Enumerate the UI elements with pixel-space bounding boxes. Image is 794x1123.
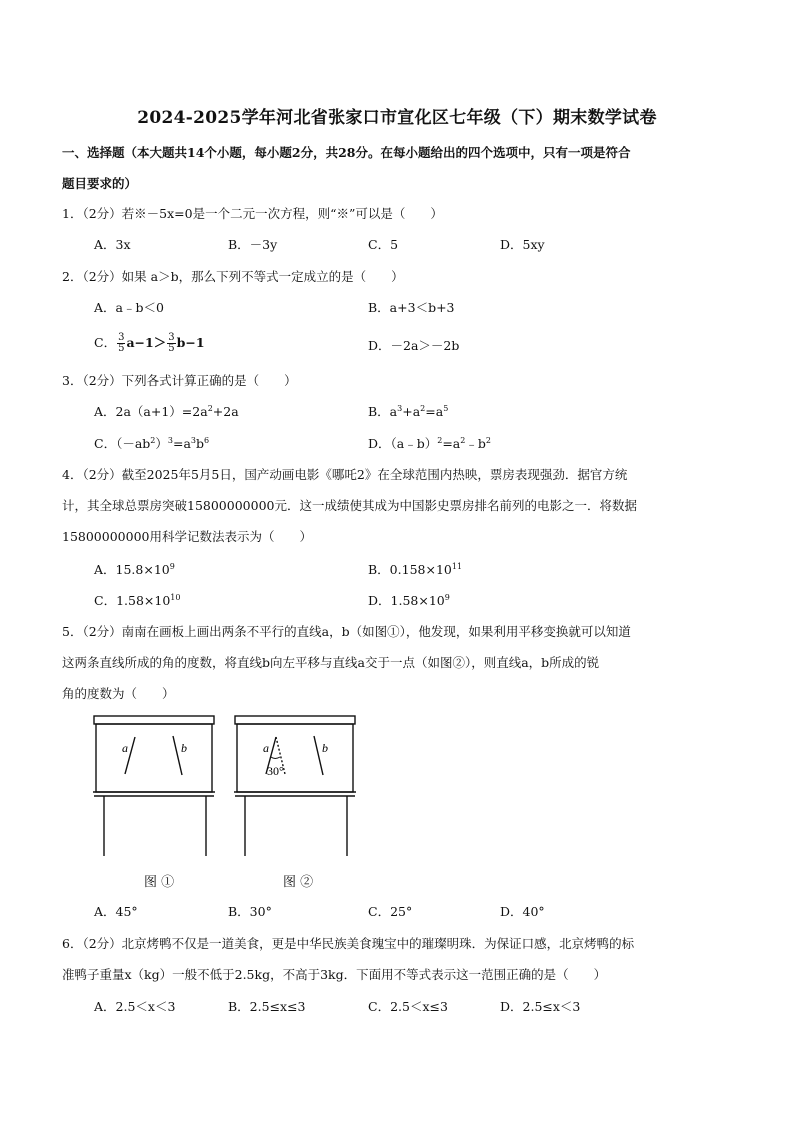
page-title: 2024-2025学年河北省张家口市宣化区七年级（下）期末数学试卷 [137, 108, 657, 128]
question-5-option-b: B．30° [228, 904, 272, 919]
question-2-option-c: C． $\frac{3}{5}$ a−1＞ $\frac{3}{5}$ b−1 [94, 332, 205, 354]
fraction: $\frac{3}{5}$ [118, 332, 125, 354]
question-2-option-d: D．－2a＞－2b [368, 338, 460, 353]
question-5-option-a: A．45° [94, 904, 138, 919]
question-4-option-d: D．$1.58\times 10^9$ [368, 593, 450, 608]
fraction: $\frac{3}{5}$ [168, 332, 175, 354]
question-6-line1: 6．（2分）北京烤鸭不仅是一道美食，更是中华民族美食瑰宝中的璀璨明珠．为保证口感，北京烤鸭的标 [62, 936, 635, 951]
label-b: b [181, 741, 187, 755]
question-1-option-a: A．3x [94, 237, 131, 252]
question-4-option-b: B．$0.158\times 10^{11}$ [368, 562, 463, 577]
label-b: b [322, 741, 328, 755]
question-1-option-b: B．－3y [228, 237, 278, 252]
label-a: a [263, 741, 269, 755]
question-5-line3: 角的度数为（ ） [62, 686, 175, 701]
figure-1-caption: 图 ① [144, 875, 175, 890]
question-6-option-a: A．2.5＜x＜3 [94, 999, 176, 1014]
section-heading-line2: 题目要求的） [62, 176, 138, 191]
easel-figure-1 [93, 716, 215, 856]
question-3-stem: 3．（2分）下列各式计算正确的是（ ） [62, 373, 297, 388]
question-4-option-a: A．$15.8\times 10^9$ [94, 562, 175, 577]
easel-figure-2 [234, 716, 356, 856]
question-2-option-a: A．a﹣b＜0 [94, 300, 164, 315]
question-3-option-c: C．$(-ab^2)^3=a^3b^6$ [94, 436, 210, 451]
angle-arc [271, 757, 280, 759]
question-4-line1: 4．（2分）截至2025年5月5日，国产动画电影《哪吒2》在全球范围内热映，票房表现强劲．据官方统 [62, 467, 628, 482]
question-4-line3: 15800000000用科学记数法表示为（ ） [62, 529, 312, 544]
question-6-option-d: D．2.5≤x＜3 [500, 999, 581, 1014]
question-1-stem: 1．（2分）若※－5x=0是一个二元一次方程，则“※”可以是（ ） [62, 206, 443, 221]
section-heading-line1: 一、选择题（本大题共14个小题，每小题2分，共28分。在每小题给出的四个选项中，只有一项是符合 [62, 145, 631, 160]
question-5-line2: 这两条直线所成的角的度数，将直线b向左平移与直线a交于一点（如图②），则直线a，b所成的锐 [62, 655, 600, 670]
question-2-stem: 2．（2分）如果 a＞b，那么下列不等式一定成立的是（ ） [62, 269, 404, 284]
question-3-option-b: B．$a^3+a^2=a^5$ [368, 404, 449, 419]
question-2-option-b: B．a+3＜b+3 [368, 300, 455, 315]
question-5-option-c: C．25° [368, 904, 413, 919]
question-6-option-c: C．2.5＜x≤3 [368, 999, 448, 1014]
question-4-line2: 计，其全球总票房突破15800000000元．这一成绩使其成为中国影史票房排名前列的电影之一．将数据 [62, 498, 637, 513]
question-1-option-c: C．5 [368, 237, 399, 252]
question-3-option-d: D．$(a﹣b)^2=a^2﹣b^2$ [368, 436, 491, 451]
question-4-option-c: C．$1.58\times 10^{10}$ [94, 593, 181, 608]
question-5-line1: 5．（2分）南南在画板上画出两条不平行的直线a，b（如图①），他发现，如果利用平移变换就可以知道 [62, 624, 631, 639]
question-1-option-d: D．5xy [500, 237, 545, 252]
question-6-option-b: B．2.5≤x≤3 [228, 999, 306, 1014]
question-5-option-d: D．40° [500, 904, 545, 919]
figure-2-caption: 图 ② [283, 875, 314, 890]
question-3-option-a: A．$2a(a+1)=2a^2+2a$ [94, 404, 239, 419]
question-6-line2: 准鸭子重量x（kg）一般不低于2.5kg，不高于3kg．下面用不等式表示这一范围正确的是（ ） [62, 967, 607, 982]
label-a: a [122, 741, 128, 755]
angle-label: 30° [267, 764, 284, 778]
easel-figures [90, 712, 360, 862]
